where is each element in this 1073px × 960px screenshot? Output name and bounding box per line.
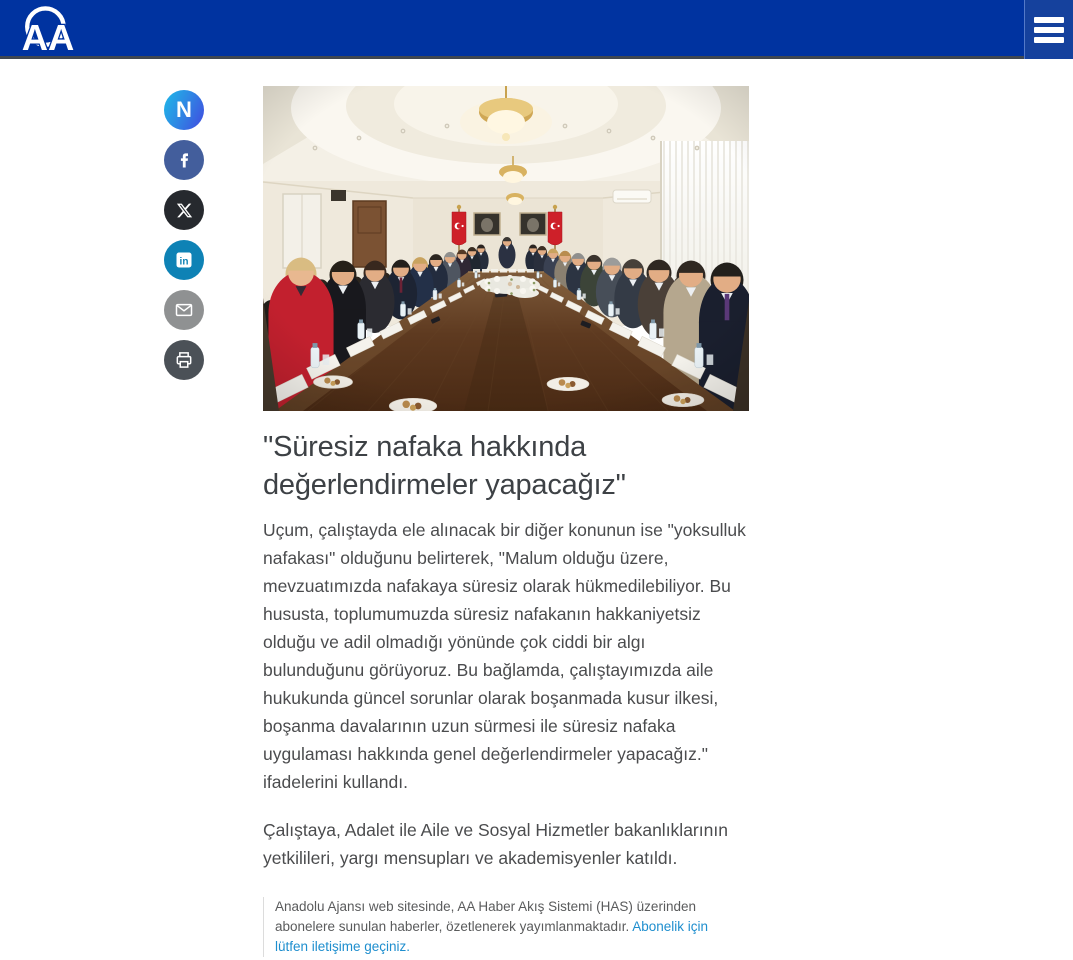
hamburger-menu-button[interactable]	[1024, 0, 1073, 59]
svg-text:AA: AA	[22, 17, 74, 57]
hamburger-icon	[1034, 17, 1064, 23]
article-image	[263, 86, 749, 411]
aa-logo-icon	[22, 5, 74, 57]
x-icon	[176, 202, 193, 219]
subscription-link[interactable]: Abonelik için lütfen iletişime geçiniz.	[275, 919, 709, 954]
linkedin-icon	[174, 250, 194, 270]
n-letter-icon: N	[176, 97, 192, 122]
share-x-button[interactable]	[164, 190, 204, 230]
share-sidebar	[164, 90, 204, 380]
aa-logo[interactable]	[22, 5, 74, 57]
share-linkedin-button[interactable]	[164, 240, 204, 280]
top-navbar	[0, 0, 1073, 59]
svg-text:in: in	[179, 256, 189, 268]
share-print-button[interactable]	[164, 340, 204, 380]
printer-icon	[174, 350, 194, 370]
subscription-note-text: Anadolu Ajansı web sitesinde, AA Haber Akış Sistemi (HAS) üzerinden abonelere sunulan haberler, özetlenerek yayımlanmaktadır.	[275, 899, 696, 934]
facebook-icon	[174, 150, 194, 170]
share-news-app-button[interactable]	[164, 90, 204, 130]
share-email-button[interactable]	[164, 290, 204, 330]
envelope-icon	[174, 300, 194, 320]
meeting-photo-illustration	[263, 86, 749, 411]
subscription-note	[263, 897, 733, 957]
share-facebook-button[interactable]	[164, 140, 204, 180]
article-body	[263, 86, 749, 957]
article-paragraph: Çalıştaya, Adalet ile Aile ve Sosyal Hizmetler bakanlıklarının yetkilileri, yargı mensupları ve akademisyenler katıldı.	[263, 820, 728, 868]
article-title: "Süresiz nafaka hakkında değerlendirmeler yapacağız"	[263, 431, 626, 501]
article-paragraph: Uçum, çalıştayda ele alınacak bir diğer konunun ise "yoksulluk nafakası" olduğunu belirterek, "Malum olduğu üzere, mevzuatımızda nafakaya süresiz olarak hükmedilebiliyor. Bu hususta, toplumumuzda süresiz nafakanın hakkaniyetsiz olduğu ve adil olmadığı yönünde çok ciddi bir algı bulunduğunu görüyoruz. Bu bağlamda, çalıştayımızda aile hukukunda güncel sorunlar olarak boşanmada kusur ilkesi, boşanma davalarının uzun sürmesi ile süresiz nafaka uygulaması hakkında genel değerlendirmeler yapacağız." ifadelerini kullandı.	[263, 520, 746, 792]
